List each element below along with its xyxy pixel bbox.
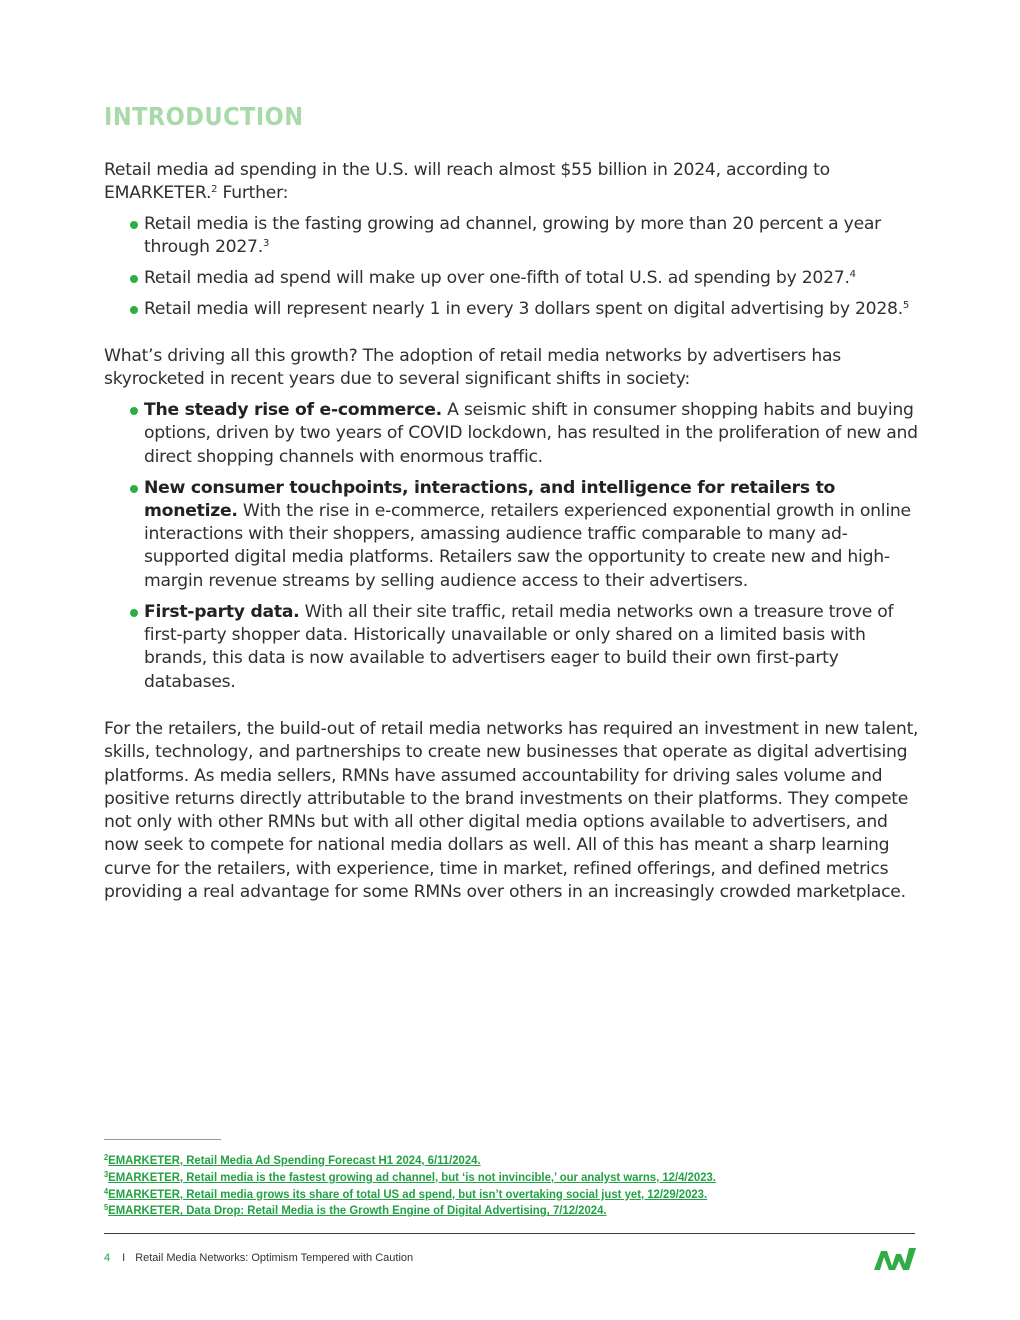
ana-logo-icon — [872, 1244, 918, 1272]
footnote-ref: 4 — [849, 269, 856, 281]
footnote-link[interactable]: EMARKETER, Retail media is the fastest growing ad channel, but ‘is not invincible,’ our analyst warns, 12/4/2023. — [108, 1169, 716, 1184]
list-item — [104, 298, 926, 321]
footnote-link[interactable]: EMARKETER, Data Drop: Retail Media is the Growth Engine of Digital Advertising, 7/12/2024. — [108, 1203, 607, 1218]
intro-text-end: Further: — [217, 183, 289, 204]
footer-separator: I — [122, 1252, 126, 1264]
driver-text: A seismic shift in consumer shopping habits and buying options, driven by two years of COVID lockdown, has resulted in the proliferation of new and direct shopping channels with enormous traffic. — [144, 400, 918, 467]
footer-divider — [104, 1233, 915, 1234]
list-item — [104, 399, 926, 469]
section-heading: INTRODUCTION — [104, 102, 304, 131]
stats-list — [104, 213, 926, 329]
driver-text: With all their site traffic, retail media networks own a treasure trove of first-party shopper data. Historically unavailable or only shared on a limited basis with brands, this data is now available to advertisers eager to build their own first-party databases. — [144, 601, 894, 692]
footnote-number: 4 — [104, 1186, 109, 1196]
intro-paragraph — [104, 159, 926, 206]
footnote-number: 5 — [104, 1203, 109, 1213]
footnote-divider — [104, 1139, 221, 1140]
intro-text: Retail media ad spending in the U.S. will reach almost $55 billion in 2024, according to EMARKETER. — [104, 160, 830, 204]
driver-text: With the rise in e-commerce, retailers experienced exponential growth in online interactions with their shoppers, amassing audience traffic comparable to many ad-supported digital media platforms. Retailers saw the opportunity to create new and high-margin revenue streams by selling audience access to their advertisers. — [144, 500, 911, 591]
bullet-icon — [130, 485, 138, 493]
footnote-number: 2 — [104, 1153, 109, 1162]
bullet-icon — [130, 306, 138, 314]
bullet-icon — [130, 609, 138, 617]
drivers-list — [104, 399, 926, 702]
list-item — [104, 213, 926, 260]
footnote-ref: 3 — [262, 238, 270, 250]
driver-title: First-party data. — [144, 601, 300, 622]
footnotes-list — [104, 1152, 762, 1219]
stat-text: Retail media will represent nearly 1 in every 3 dollars spent on digital advertising by 2028. — [144, 299, 903, 320]
footnote-link[interactable]: EMARKETER, Retail media grows its share of total US ad spend, but isn’t overtaking social just yet, 12/29/2023. — [108, 1186, 708, 1201]
page-footer — [104, 1252, 413, 1264]
page-number: 4 — [104, 1252, 111, 1264]
footnote-ref: 5 — [902, 300, 910, 312]
footnote-item — [104, 1152, 716, 1169]
list-item — [104, 267, 926, 290]
driver-title: New consumer touchpoints, interactions, and intelligence for retailers to monetize. — [144, 477, 836, 521]
stat-text: Retail media ad spend will make up over one-fifth of total U.S. ad spending by 2027. — [144, 268, 850, 289]
stat-text: Retail media is the fasting growing ad channel, growing by more than 20 percent a year through 2027. — [144, 214, 881, 258]
bullet-icon — [130, 221, 138, 229]
list-item — [104, 601, 926, 694]
footnote-ref: 2 — [211, 184, 218, 196]
footnote-number: 3 — [104, 1169, 109, 1179]
bullet-icon — [130, 275, 138, 283]
bullet-icon — [130, 407, 138, 415]
list-item — [104, 477, 926, 593]
footnote-item — [104, 1202, 716, 1219]
footnote-item — [104, 1169, 716, 1186]
footnote-link[interactable]: EMARKETER, Retail Media Ad Spending Forecast H1 2024, 6/11/2024. — [108, 1153, 481, 1167]
closing-paragraph: For the retailers, the build-out of retail media networks has required an investment in new talent, skills, technology, and partnerships to create new businesses that operate as digital advertising platforms. As media sellers, RMNs have assumed accountability for driving sales volume and positive returns directly attributable to the brand investments on their platforms. They compete not only with other RMNs but with all other digital media options available to advertisers, and now seek to compete for national media dollars as well. All of this has meant a sharp learning curve for the retailers, with experience, time in market, refined offerings, and defined metrics providing a real advantage for some RMNs over others in an increasingly crowded marketplace. — [104, 719, 919, 903]
footnote-item — [104, 1186, 716, 1203]
driver-title: The steady rise of e-commerce. — [144, 400, 442, 420]
footer-doc-title: Retail Media Networks: Optimism Tempered with Caution — [135, 1252, 414, 1264]
growth-paragraph: What’s driving all this growth? The adoption of retail media networks by advertisers has skyrocketed in recent years due to several significant shifts in society: — [104, 346, 841, 390]
